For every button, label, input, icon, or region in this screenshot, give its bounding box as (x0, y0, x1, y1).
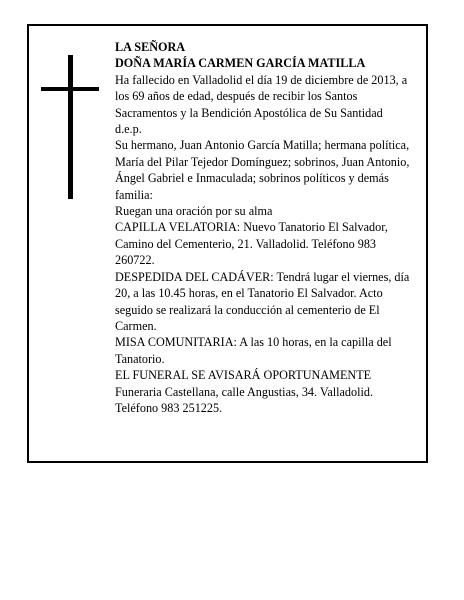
dep-text: d.e.p. (115, 122, 142, 137)
mass-info (115, 334, 411, 367)
funeral-home: Funeraria Castellana, calle Angustias, 34. Valladolid. Teléfono 983 251225. (115, 384, 374, 415)
cross-horizontal-bar (41, 87, 99, 91)
family-list: Su hermano, Juan Antonio García Matilla; hermana política, María del Pilar Tejedor Domínguez; sobrinos, Juan Antonio, Ángel Gabriel e Inmaculada; sobrinos políticos y demás familia: (115, 138, 410, 202)
farewell-label: DESPEDIDA DEL CADÁVER: (115, 269, 274, 284)
mass-label: MISA COMUNITARIA: (115, 335, 237, 350)
funeral-notice: EL FUNERAL SE AVISARÁ OPORTUNAMENTE (115, 368, 372, 383)
mass-text: A las 10 horas, en la capilla del Tanatorio. (115, 335, 392, 366)
chapel-info (115, 219, 411, 268)
chapel-label: CAPILLA VELATORIA: (115, 220, 241, 235)
deceased-name: DOÑA MARÍA CARMEN GARCÍA MATILLA (115, 56, 366, 71)
chapel-text: Nuevo Tanatorio El Salvador, Camino del Cementerio, 21. Valladolid. Teléfono 983 260722. (115, 220, 388, 268)
prayer-request: Ruegan una oración por su alma (115, 204, 273, 219)
cross-vertical-bar (68, 55, 73, 199)
farewell-text: Tendrá lugar el viernes, día 20, a las 10.45 horas, en el Tanatorio El Salvador. Acto seguido se realizará la conducción al cementerio de El Carmen. (115, 269, 410, 333)
death-notice: Ha fallecido en Valladolid el día 19 de diciembre de 2013, a los 69 años de edad, después de recibir los Santos Sacramentos y la Bendición Apostólica de Su Santidad (115, 72, 408, 120)
obituary-notice (27, 24, 428, 463)
cross-icon (41, 55, 99, 199)
farewell-info (115, 269, 411, 335)
heading: LA SEÑORA (115, 40, 186, 54)
obituary-text (115, 39, 411, 416)
